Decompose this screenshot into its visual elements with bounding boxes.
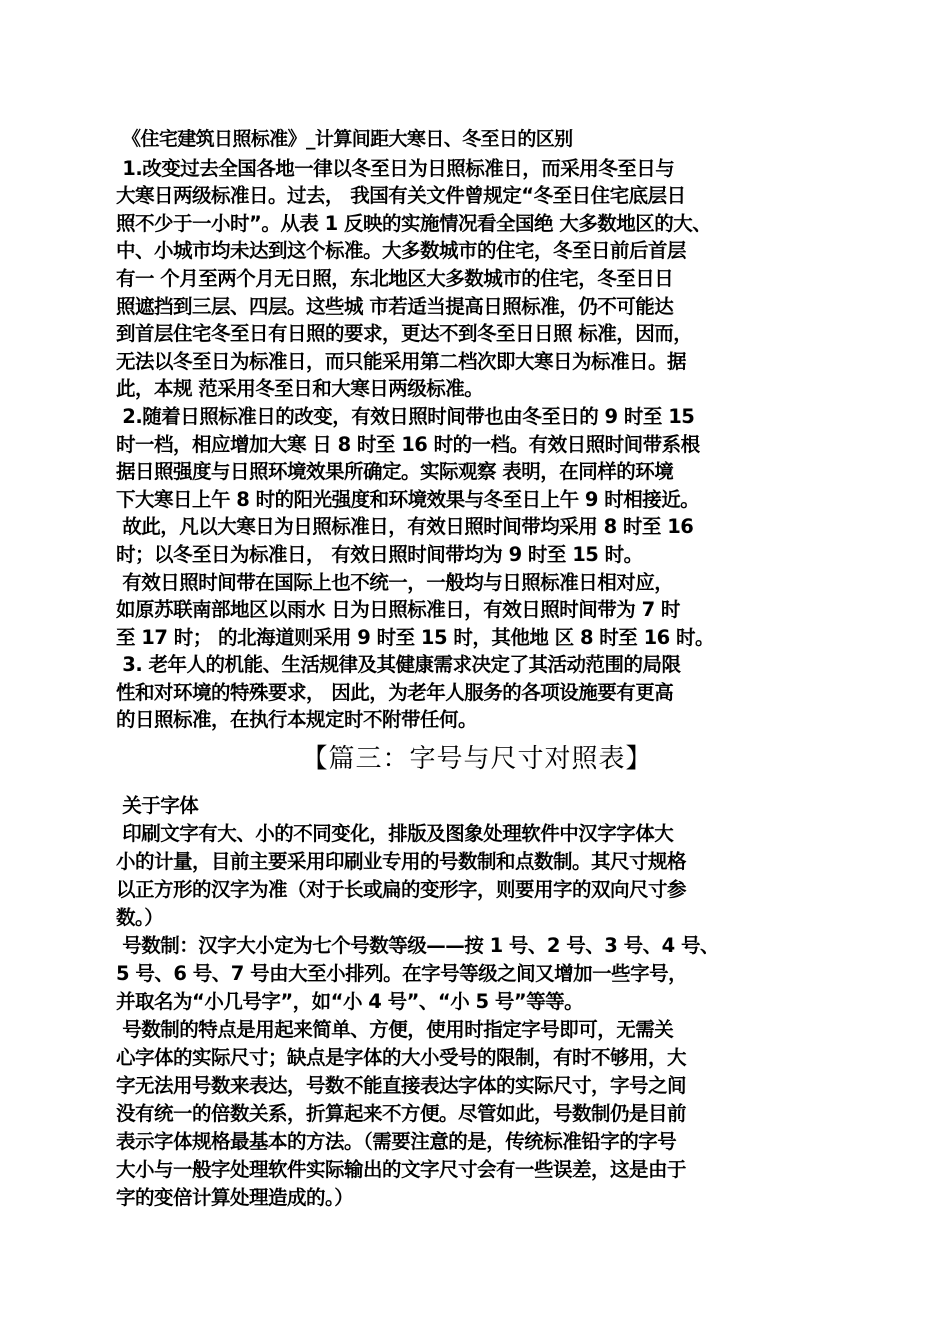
paragraph-line: 2.随着日照标准日的改变，有效日照时间带也由冬至日的 9 时至 15 <box>116 404 695 428</box>
paragraph-line: 至 17 时； 的北海道则采用 9 时至 15 时，其他地 区 8 时至 16 时。 <box>116 625 715 649</box>
paragraph-line: 号数制：汉字大小定为七个号数等级——按 1 号、2 号、3 号、4 号、 <box>116 934 720 958</box>
paragraph-line: 据日照强度与日照环境效果所确定。实际观察 表明，在同样的环境 <box>116 460 674 484</box>
paragraph-line: 时一档，相应增加大寒 日 8 时至 16 时的一档。有效日照时间带系根 <box>116 432 700 456</box>
paragraph-line: 有效日照时间带在国际上也不统一，一般均与日照标准日相对应， <box>116 570 674 594</box>
document-title: 《住宅建筑日照标准》_计算间距大寒日、冬至日的区别 <box>116 128 573 150</box>
paragraph-line: 心字体的实际尺寸；缺点是字体的大小受号的限制，有时不够用，大 <box>116 1046 687 1070</box>
paragraph-line: 号数制的特点是用起来简单、方便，使用时指定字号即可，无需关 <box>116 1018 674 1042</box>
paragraph-line: 大小与一般字处理软件实际输出的文字尺寸会有一些误差，这是由于 <box>116 1158 687 1182</box>
paragraph-line: 无法以冬至日为标准日，而只能采用第二档次即大寒日为标准日。据 <box>116 349 687 373</box>
paragraph-line: 下大寒日上午 8 时的阳光强度和环境效果与冬至日上午 9 时相接近。 <box>116 487 700 511</box>
paragraph-line: 时；以冬至日为标准日， 有效日照时间带均为 9 时至 15 时。 <box>116 542 643 566</box>
paragraph-line: 以正方形的汉字为准（对于长或扁的变形字，则要用字的双向尺寸参 <box>116 878 687 902</box>
paragraph-line: 照不少于一小时”。从表 1 反映的实施情况看全国绝 大多数地区的大、 <box>116 211 712 235</box>
paragraph-line: 中、小城市均未达到这个标准。大多数城市的住宅，冬至日前后首层 <box>116 239 687 263</box>
paragraph-line: 1.改变过去全国各地一律以冬至日为日照标准日，而采用冬至日与 <box>116 156 675 180</box>
paragraph-line: 数。） <box>116 906 164 930</box>
subheading: 关于字体 <box>116 794 199 818</box>
paragraph-line: 5 号、6 号、7 号由大至小排列。在字号等级之间又增加一些字号， <box>116 962 688 986</box>
paragraph-line: 印刷文字有大、小的不同变化，排版及图象处理软件中汉字字体大 <box>116 822 674 846</box>
paragraph-line: 小的计量，目前主要采用印刷业专用的号数制和点数制。其尺寸规格 <box>116 850 687 874</box>
paragraph-line: 如原苏联南部地区以雨水 日为日照标准日，有效日照时间带为 7 时 <box>116 598 680 622</box>
paragraph-line: 字的变倍计算处理造成的。） <box>116 1186 354 1210</box>
paragraph-line: 性和对环境的特殊要求， 因此，为老年人服务的各项设施要有更高 <box>116 680 674 704</box>
paragraph-line: 并取名为“小几号字”，如“小 4 号”、“小 5 号”等等。 <box>116 990 584 1014</box>
paragraph-line: 表示字体规格最基本的方法。（需要注意的是，传统标准铅字的字号 <box>116 1130 677 1154</box>
section-heading: 【篇三：字号与尺寸对照表】 <box>301 744 653 775</box>
document-page <box>116 126 838 1212</box>
paragraph-line: 字无法用号数来表达，号数不能直接表达字体的实际尺寸，字号之间 <box>116 1074 687 1098</box>
paragraph-line: 大寒日两级标准日。过去， 我国有关文件曾规定“冬至日住宅底层日 <box>116 184 686 208</box>
paragraph-line: 有一 个月至两个月无日照，东北地区大多数城市的住宅，冬至日日 <box>116 266 674 290</box>
paragraph-line: 照遮挡到三层、四层。这些城 市若适当提高日照标准，仍不可能达 <box>116 294 674 318</box>
section-sunlight-standard <box>116 155 838 734</box>
paragraph-line: 的日照标准，在执行本规定时不附带任何。 <box>116 708 478 732</box>
paragraph-line: 没有统一的倍数关系，折算起来不方便。尽管如此，号数制仍是目前 <box>116 1102 687 1126</box>
paragraph-line: 故此，凡以大寒日为日照标准日，有效日照时间带均采用 8 时至 16 <box>116 515 694 539</box>
paragraph-line: 此，本规 范采用冬至日和大寒日两级标准。 <box>116 377 484 401</box>
paragraph-line: 3. 老年人的机能、生活规律及其健康需求决定了其活动范围的局限 <box>116 653 681 677</box>
paragraph-line: 到首层住宅冬至日有日照的要求，更达不到冬至日日照 标准，因而， <box>116 322 693 346</box>
section-font-size <box>116 792 838 1212</box>
